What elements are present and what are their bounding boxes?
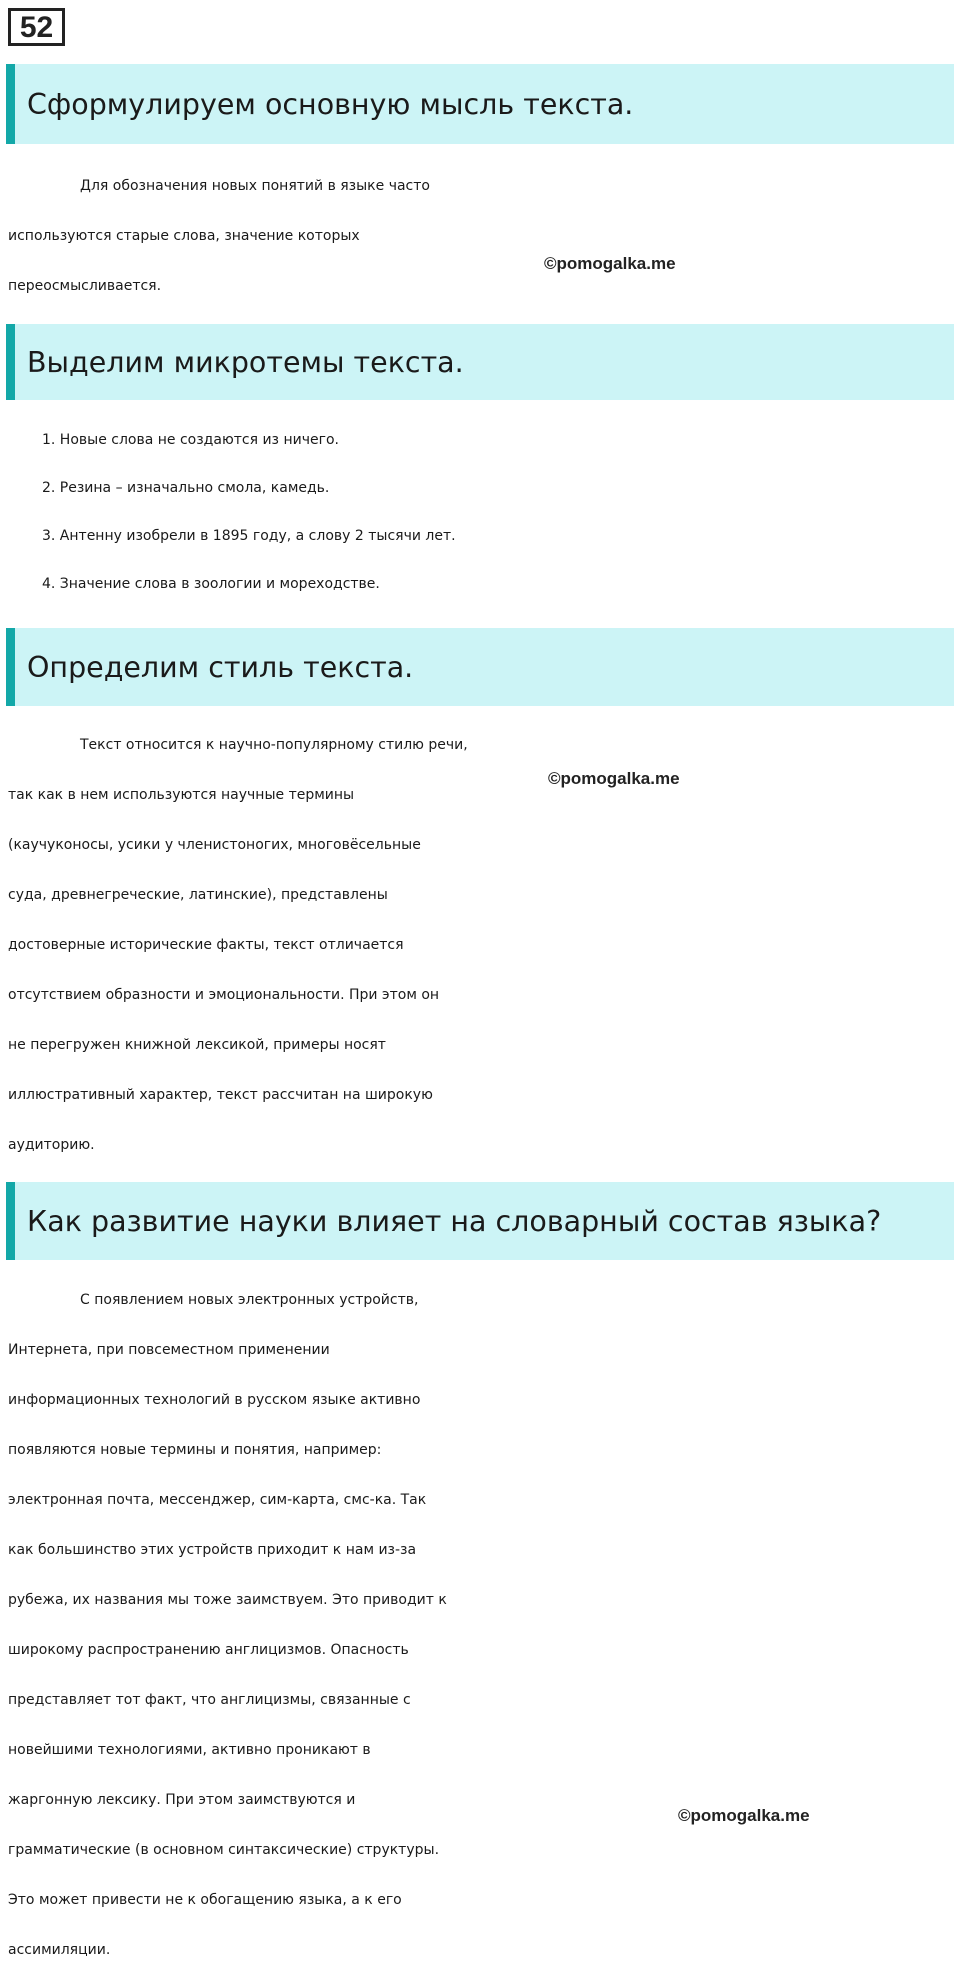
paragraph-line: новейшими технологиями, активно проникают в — [8, 1742, 371, 1758]
paragraph-line: Текст относится к научно-популярному стилю речи, — [80, 737, 468, 753]
paragraph-line: грамматические (в основном синтаксические) структуры. — [8, 1842, 440, 1858]
paragraph-line: представляет тот факт, что англицизмы, связанные с — [8, 1692, 411, 1708]
main-idea-paragraph — [8, 161, 958, 311]
paragraph-line: используются старые слова, значение которых — [8, 228, 360, 244]
microthemes-list — [42, 416, 952, 608]
style-paragraph — [8, 720, 958, 1170]
section-heading-text: Определим стиль текста. — [27, 650, 414, 684]
paragraph-line: иллюстративный характер, текст рассчитан на широкую — [8, 1087, 433, 1103]
section-heading-text: Выделим микротемы текста. — [27, 345, 464, 379]
watermark: ©pomogalka.me — [678, 1806, 810, 1825]
watermark: ©pomogalka.me — [544, 254, 676, 273]
paragraph-line: Это может привести не к обогащению языка, а к его — [8, 1892, 402, 1908]
paragraph-line: С появлением новых электронных устройств, — [80, 1292, 419, 1308]
paragraph-line: отсутствием образности и эмоциональности. При этом он — [8, 987, 440, 1003]
section-heading-style — [6, 628, 954, 706]
paragraph-line: не перегружен книжной лексикой, примеры носят — [8, 1037, 386, 1053]
paragraph-line: как большинство этих устройств приходит к нам из-за — [8, 1542, 417, 1558]
list-item: 3. Антенну изобрели в 1895 году, а слову 2 тысячи лет. — [42, 528, 456, 544]
paragraph-line: появляются новые термины и понятия, например: — [8, 1442, 382, 1458]
paragraph-line: переосмысливается. — [8, 278, 162, 294]
paragraph-line: жаргонную лексику. При этом заимствуются и — [8, 1792, 356, 1808]
paragraph-line: электронная почта, мессенджер, сим-карта, смс-ка. Так — [8, 1492, 427, 1508]
paragraph-line: Для обозначения новых понятий в языке часто — [80, 178, 430, 194]
paragraph-line: Интернета, при повсеместном применении — [8, 1342, 330, 1358]
list-item: 2. Резина – изначально смола, камедь. — [42, 480, 330, 496]
paragraph-line: широкому распространению англицизмов. Опасность — [8, 1642, 409, 1658]
section-heading-science-vocabulary — [6, 1182, 954, 1260]
list-item: 4. Значение слова в зоологии и мореходстве. — [42, 576, 380, 592]
section-heading-text: Сформулируем основную мысль текста. — [27, 87, 634, 121]
paragraph-line: рубежа, их названия мы тоже заимствуем. Это приводит к — [8, 1592, 447, 1608]
list-item: 1. Новые слова не создаются из ничего. — [42, 432, 339, 448]
paragraph-line: так как в нем используются научные термины — [8, 787, 355, 803]
section-heading-main-idea — [6, 64, 954, 144]
paragraph-line: (каучуконосы, усики у членистоногих, многовёсельные — [8, 837, 421, 853]
paragraph-line: достоверные исторические факты, текст отличается — [8, 937, 404, 953]
watermark: ©pomogalka.me — [548, 769, 680, 788]
section-heading-microthemes — [6, 324, 954, 400]
paragraph-line: ассимиляции. — [8, 1942, 111, 1958]
task-number-badge: 52 — [8, 8, 65, 46]
science-vocabulary-paragraph — [8, 1275, 958, 1975]
paragraph-line: суда, древнегреческие, латинские), представлены — [8, 887, 388, 903]
paragraph-line: аудиторию. — [8, 1137, 95, 1153]
section-heading-text: Как развитие науки влияет на словарный состав языка? — [27, 1204, 882, 1238]
paragraph-line: информационных технологий в русском языке активно — [8, 1392, 421, 1408]
